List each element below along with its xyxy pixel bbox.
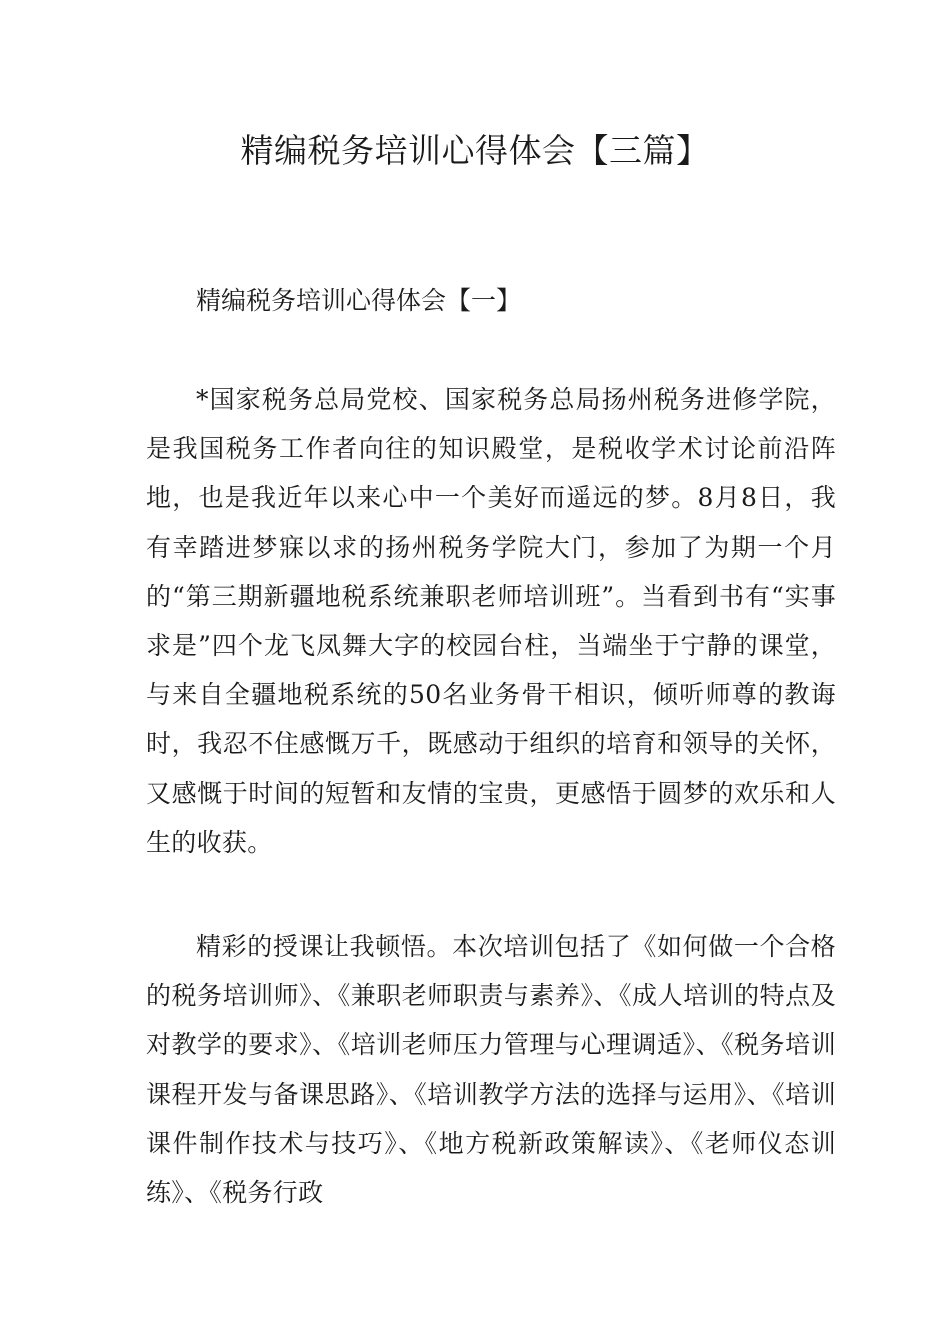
section-heading: 精编税务培训心得体会【一】 — [196, 286, 522, 315]
paragraph-1: *国家税务总局党校、国家税务总局扬州税务进修学院，是我国税务工作者向往的知识殿堂，是税收学术讨论前沿阵地，也是我近年以来心中一个美好而遥远的梦。8月8日，我有幸踏进梦寐以求的扬州税务学院大门，参加了为期一个月的“第三期新疆地税系统兼职老师培训班”。当看到书有“实事求是”四个龙飞凤舞大字的校园台柱，当端坐于宁静的课堂，与来自全疆地税系统的50名业务骨干相识，倾听师尊的教诲时，我忍不住感慨万千，既感动于组织的培育和领导的关怀，又感慨于时间的短暂和友情的宝贵，更感悟于圆梦的欢乐和人生的收获。 — [146, 385, 836, 857]
document-title: 精编税务培训心得体会【三篇】 — [240, 131, 710, 170]
paragraph-2: 精彩的授课让我顿悟。本次培训包括了《如何做一个合格的税务培训师》、《兼职老师职责与素养》、《成人培训的特点及对教学的要求》、《培训老师压力管理与心理调适》、《税务培训课程开发与备课思路》、《培训教学方法的选择与运用》、《培训课件制作技术与技巧》、《地方税新政策解读》、《老师仪态训练》、《税务行政 — [146, 932, 836, 1208]
